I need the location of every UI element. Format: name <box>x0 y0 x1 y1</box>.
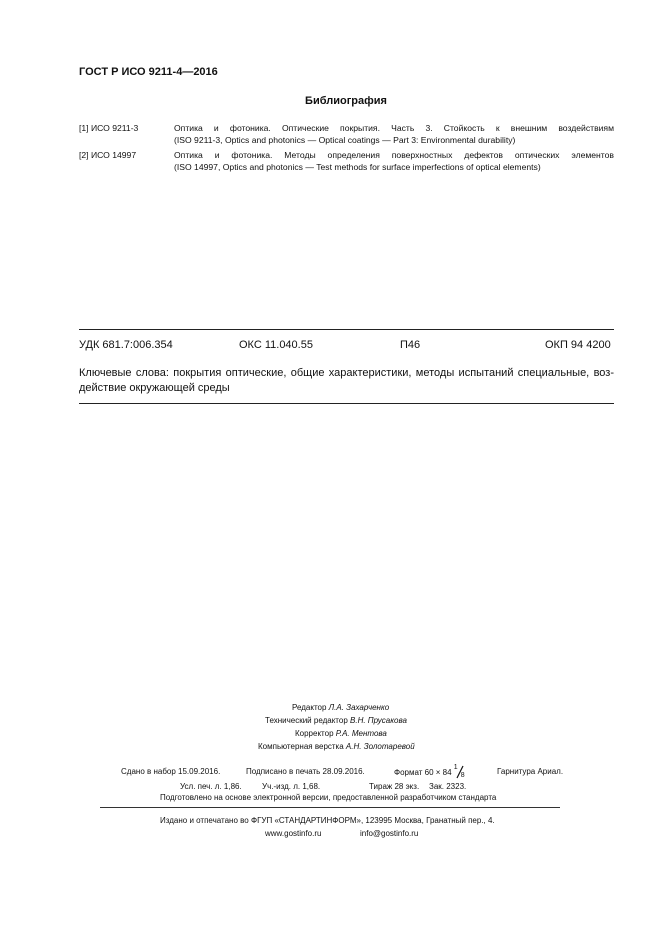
document-code: ГОСТ Р ИСО 9211-4—2016 <box>79 66 218 78</box>
credit-name: Р.А. Ментова <box>335 729 387 738</box>
imprint-zak: Зак. 2323. <box>429 782 467 791</box>
divider <box>100 807 560 808</box>
okp-code: ОКП 94 4200 <box>545 339 611 351</box>
udk-code: УДК 681.7:006.354 <box>79 339 173 351</box>
credit-tech-editor <box>265 716 407 725</box>
credit-corrector <box>295 729 387 738</box>
imprint-tirazh: Тираж 28 экз. <box>369 782 420 791</box>
keywords-line: Ключевые слова: покрытия оптические, общие характеристики, методы испытаний специальные, воз- <box>79 367 614 379</box>
divider <box>79 329 614 330</box>
imprint-sdano: Сдано в набор 15.09.2016. <box>121 767 221 776</box>
credit-editor <box>292 703 389 712</box>
format-text: Формат 60 × 84 <box>394 768 452 778</box>
keywords-line: действие окружающей среды <box>79 381 230 394</box>
imprint-uch: Уч.-изд. л. 1,68. <box>262 782 321 791</box>
credit-label: Корректор <box>295 729 334 738</box>
keywords <box>79 366 614 395</box>
bibliography-title: Библиография <box>305 95 387 107</box>
imprint-garnitura: Гарнитура Ариал. <box>497 767 564 776</box>
imprint-usl: Усл. печ. л. 1,86. <box>180 782 242 791</box>
reference-title-ru: Оптика и фотоника. Методы определения поверхностных дефектов оптических элементов <box>174 150 614 160</box>
imprint-podpisano: Подписано в печать 28.09.2016. <box>246 767 365 776</box>
reference-title-ru: Оптика и фотоника. Оптические покрытия. Часть 3. Стойкость к внешним воздействиям <box>174 123 614 133</box>
divider <box>79 403 614 404</box>
reference-title-en: (ISO 14997, Optics and photonics — Test methods for surface imperfections of optical elements) <box>174 162 541 172</box>
fraction-numerator: 1 <box>453 764 458 771</box>
imprint-format <box>394 764 466 779</box>
website-link[interactable]: www.gostinfo.ru <box>265 829 322 838</box>
email-link[interactable]: info@gostinfo.ru <box>360 829 419 838</box>
reference-body <box>174 149 614 173</box>
imprint-prepared: Подготовлено на основе электронной версии, предоставленной разработчиком стандарта <box>160 793 497 802</box>
credit-name: Л.А. Захарченко <box>328 703 390 712</box>
imprint-publisher: Издано и отпечатано во ФГУП «СТАНДАРТИНФОРМ», 123995 Москва, Гранатный пер., 4. <box>160 816 495 825</box>
reference-title-en: (ISO 9211-3, Optics and photonics — Optical coatings — Part 3: Environmental durability) <box>174 135 516 145</box>
credit-label: Технический редактор <box>265 716 348 725</box>
credit-label: Редактор <box>292 703 327 712</box>
format-fraction <box>453 764 466 779</box>
credit-name: В.Н. Прусакова <box>350 716 407 725</box>
reference-number: [2] ИСО 14997 <box>79 150 137 160</box>
credit-name: А.Н. Золотаревой <box>345 742 415 751</box>
oks-code: ОКС 11.040.55 <box>239 339 313 351</box>
reference-body <box>174 122 614 146</box>
fraction-denominator: 8 <box>460 772 465 779</box>
reference-number: [1] ИСО 9211-3 <box>79 123 139 133</box>
credit-layout <box>258 742 415 751</box>
credit-label: Компьютерная верстка <box>258 742 344 751</box>
p-code: П46 <box>400 339 421 351</box>
